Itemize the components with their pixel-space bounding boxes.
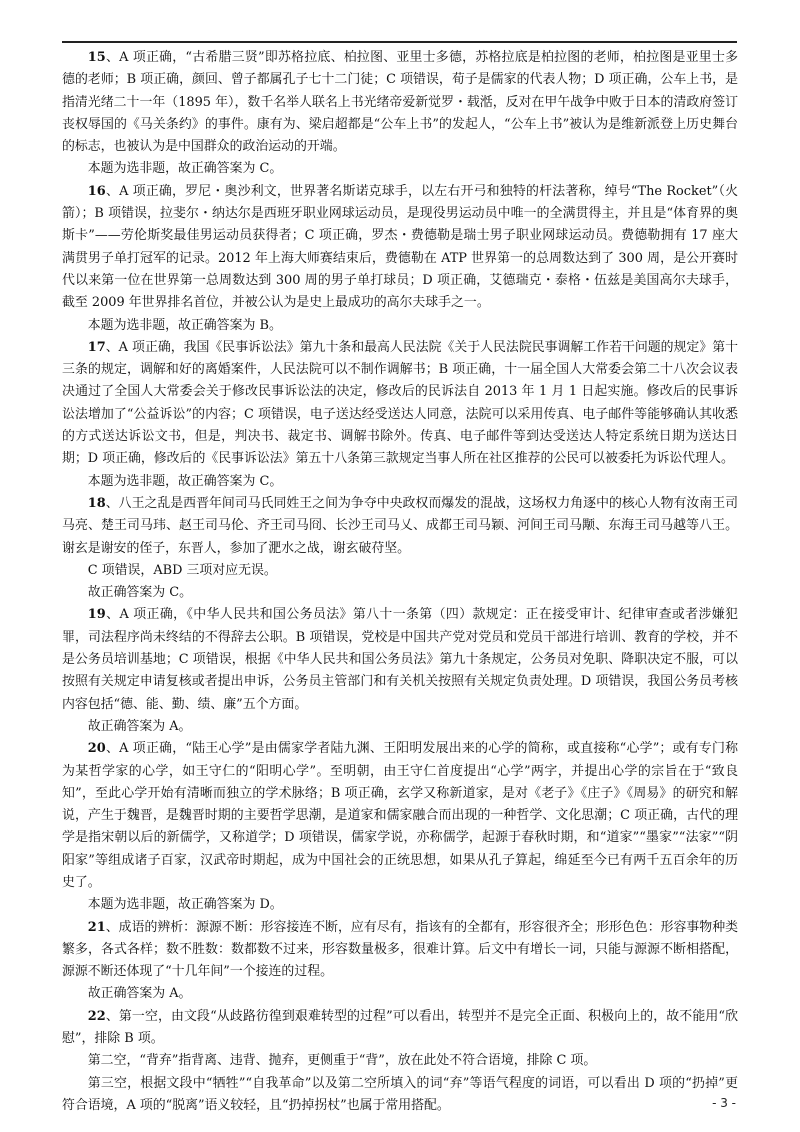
paragraph-text: 、A 项正确，“古希腊三贤”即苏格拉底、柏拉图、亚里士多德，苏格拉底是柏拉图的老师，柏拉图是亚里士多德的老师；B 项正确，颜回、曾子都属孔子七十二门徒；C 项错误，荀子是儒家的代表人物；D 项正确，公车上书，是指清光绪二十一年（1895 年），数千名举人联名上书光绪帝爱新觉罗・载湉，反对在甲午战争中败于日本的清政府签订丧权辱国的《马关条约》的事件。康有为、梁启超都是“公车上书”的发起人，“公车上书”被认为是维新派登上历史舞台的标志，也被认为是中国群众的政治运动的开端。	[62, 50, 738, 155]
paragraph-q21	[62, 917, 738, 984]
question-number: 22	[87, 1008, 106, 1024]
paragraph-q19	[62, 604, 738, 715]
paragraph-text: 、成语的辨析：源源不断：形容接连不断，应有尽有，指该有的全都有，形容很齐全；形形色色：形容事物种类繁多，各式各样；数不胜数：数都数不过来，形容数量极多，很难计算。后文中有增长一词，只能与源源不断相搭配，源源不断还体现了“十几年间”一个接连的过程。	[62, 919, 738, 980]
page-number: - 3 -	[712, 1096, 736, 1110]
paragraph-q18	[62, 493, 738, 560]
question-number: 15	[87, 50, 106, 65]
header-rule	[62, 41, 737, 43]
paragraph-text: 、八王之乱是西晋年间司马氏同姓王之间为争夺中央政权而爆发的混战，这场权力角逐中的核心人物有汝南王司马亮、楚王司马玮、赵王司马伦、齐王司马冏、长沙王司马乂、成都王司马颖、河间王司马颙、东海王司马越等八王。谢玄是谢安的侄子，东晋人，参加了淝水之战，谢玄破苻坚。	[62, 495, 738, 556]
answer-line: 本题为选非题，故正确答案为 C。	[87, 161, 283, 177]
note-line: C 项错误，ABD 三项对应无误。	[87, 562, 277, 578]
question-number: 19	[87, 607, 106, 623]
paragraph-q15	[62, 47, 738, 158]
paragraph-text: 、A 项正确，我国《民事诉讼法》第九十条和最高人民法院《关于人民法院民事调解工作若干问题的规定》第十三条的规定，调解和好的离婚案件，人民法院可以不制作调解书；B 项正确，十一届全国人大常委会第二十八次会议表决通过了全国人大常委会关于修改民事诉讼法的决定，修改后的民诉法自 2013 年 1 月 1 日起实施。修改后的民事诉讼法增加了“公益诉讼”的内容；C 项错误，电子送达经受送达人同意，法院可以采用传真、电子邮件等能够确认其收悉的方式送达诉讼文书，但是，判决书、裁定书、调解书除外。传真、电子邮件等到达受送达人特定系统日期为送达日期；D 项正确，修改后的《民事诉讼法》第五十八条第三款规定当事人所在社区推荐的公民可以被委托为诉讼代理人。	[62, 339, 738, 467]
answer-line: 故正确答案为 A。	[87, 718, 192, 734]
paragraph-q20	[62, 738, 738, 894]
paragraph-text: 、A 项正确，《中华人民共和国公务员法》第八十一条第（四）款规定：正在接受审计、纪律审查或者涉嫌犯罪，司法程序尚未终结的不得辞去公职。B 项错误，党校是中国共产党对党员和党员干部进行培训、教育的学校，并不是公务员培训基地；C 项错误，根据《中华人民共和国公务员法》第九十条规定，公务员对免职、降职决定不服，可以按照有关规定申请复核或者提出申诉，公务员主管部门和有关机关按照有关规定负责处理。D 项错误，我国公务员考核内容包括“德、能、勤、绩、廉”五个方面。	[62, 607, 738, 712]
question-number: 21	[87, 919, 106, 935]
paragraph-q17	[62, 337, 738, 471]
answer-line: 本题为选非题，故正确答案为 D。	[87, 897, 283, 913]
paragraph-q16	[62, 181, 738, 315]
answer-line: 故正确答案为 A。	[87, 986, 192, 1002]
paragraph-text: 第三空，根据文段中“牺牲”“自我革命”以及第二空所填入的词“弃”等语气程度的词语，可以看出 D 项的“扔掉”更符合语境，A 项的“脱离”语义较轻，且“扔掉拐杖”也属于常用搭配。	[62, 1075, 738, 1113]
answer-explanations	[62, 47, 738, 1117]
paragraph-text: 、A 项正确，罗尼・奥沙利文，世界著名斯诺克球手，以左右开弓和独特的杆法著称，绰号“The Rocket”（火箭）；B 项错误，拉斐尔・纳达尔是西班牙职业网球运动员，是现役男运动员中唯一的全满贯得主，并且是“体育界的奥斯卡”——劳伦斯奖最佳男运动员获得者；C 项正确，罗杰・费德勒是瑞士男子职业网球运动员。费德勒拥有 17 座大满贯男子单打冠军的记录。2012 年上海大师赛结束后，费德勒在 ATP 世界第一的总周数达到了 300 周，是公开赛时代以来第一位在世界第一总周数达到 300 周的男子单打球员；D 项正确，艾德瑞克・泰格・伍兹是美国高尔夫球手，截至 2009 年世界排名首位，并被公认为是史上最成功的高尔夫球手之一。	[62, 183, 738, 311]
question-number: 17	[87, 339, 106, 355]
question-number: 16	[87, 183, 106, 199]
paragraph-text: 、A 项正确，“陆王心学”是由儒家学者陆九渊、王阳明发展出来的心学的简称，或直接称“心学”；或有专门称为某哲学家的心学，如王守仁的“阳明心学”。至明朝，由王守仁首度提出“心学”两字，并提出心学的宗旨在于“致良知”，至此心学开始有清晰而独立的学术脉络；B 项正确，玄学又称新道家，是对《老子》《庄子》《周易》的研究和解说，产生于魏晋，是魏晋时期的主要哲学思潮，是道家和儒家融合而出现的一种哲学、文化思潮；C 项正确，古代的理学是指宋朝以后的新儒学，又称道学；D 项错误，儒家学说，亦称儒学，起源于春秋时期，和“道家”“墨家”“法家”“阴阳家”等组成诸子百家，汉武帝时期起，成为中国社会的正统思想，如果从孔子算起，绵延至今已有两千五百余年的历史了。	[62, 741, 738, 890]
answer-line: 故正确答案为 C。	[87, 585, 192, 601]
paragraph-text: 、第一空，由文段“从歧路彷徨到艰难转型的过程”可以看出，转型并不是完全正面、积极向上的，故不能用“欣慰”，排除 B 项。	[62, 1008, 738, 1047]
answer-line: 本题为选非题，故正确答案为 B。	[87, 317, 282, 333]
paragraph-text: 第二空，“背弃”指背离、违背、抛弃，更侧重于“背”，放在此处不符合语境，排除 C 项。	[87, 1053, 597, 1069]
paragraph-q22	[62, 1006, 738, 1051]
answer-line: 本题为选非题，故正确答案为 C。	[87, 473, 283, 489]
question-number: 18	[87, 495, 106, 511]
question-number: 20	[87, 741, 106, 757]
